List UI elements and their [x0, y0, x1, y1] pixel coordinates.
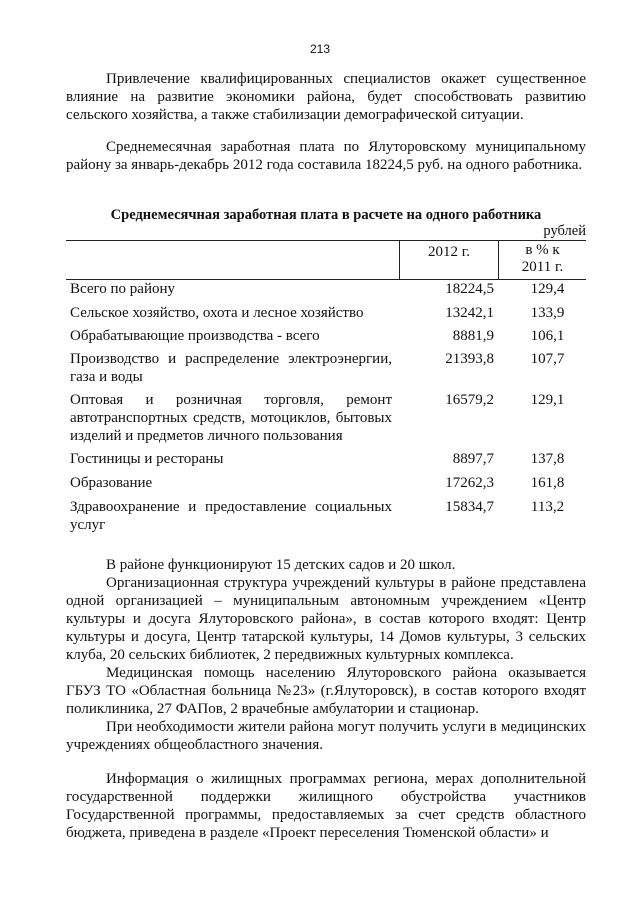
row-value: 13242,1: [445, 305, 494, 321]
table-header: [66, 240, 586, 280]
column-header-year: 2012 г.: [399, 241, 499, 279]
row-name: Гостиницы и рестораны: [70, 451, 224, 467]
row-value: 8897,7: [452, 451, 494, 467]
row-name: Здравоохранение и предоставление социальных услуг: [70, 499, 392, 533]
row-percent: 129,1: [530, 392, 565, 408]
row-percent: 161,8: [530, 475, 565, 491]
row-value: 21393,8: [445, 351, 494, 367]
intro-paragraph-1: Привлечение квалифицированных специалистов окажет существенное влияние на развитие экономики района, будет способствовать развитию сельского хозяйства, а также стабилизации демографической ситуации.: [66, 71, 586, 123]
row-value: 8881,9: [452, 328, 494, 344]
row-value: 18224,5: [445, 281, 494, 297]
body-paragraph-4: При необходимости жители района могут получить услуги в медицинских учреждениях общеобластного значения.: [66, 719, 586, 753]
row-name: Производство и распределение электроэнергии, газа и воды: [70, 351, 392, 385]
row-percent: 133,9: [530, 305, 565, 321]
row-percent: 113,2: [530, 499, 565, 515]
row-percent: 107,7: [530, 351, 565, 367]
column-header-percent-line1: в % к: [525, 242, 560, 258]
row-percent: 129,4: [530, 281, 565, 297]
table-title: Среднемесячная заработная плата в расчете на одного работника: [110, 207, 542, 223]
page-number: 213: [309, 42, 331, 56]
body-paragraph-1: В районе функционируют 15 детских садов и 20 школ.: [106, 557, 456, 573]
row-percent: 137,8: [530, 451, 565, 467]
row-value: 16579,2: [445, 392, 494, 408]
column-header-percent-line2: 2011 г.: [521, 259, 564, 275]
body-paragraph-5: Информация о жилищных программах региона, мерах дополнительной государственной поддержки жилищного обустройства участников Государственной программы, предоставляемых за счет средств областного бюджета, приведена в разделе «Проект переселения Тюменской области» и: [66, 771, 586, 841]
row-name: Всего по району: [70, 281, 176, 297]
row-name: Сельское хозяйство, охота и лесное хозяйство: [70, 305, 364, 321]
body-paragraph-2: Организационная структура учреждений культуры в районе представлена одной организацией – муниципальным автономным учреждением «Центр культуры и досуга Ялуторовского района», в состав которого входят: Центр культуры и досуга, Центр татарской культуры, 14 Домов культуры, 3 сельских клуба, 20 сельских библиотек, 2 передвижных культурных комплекса.: [66, 575, 586, 663]
body-paragraph-3: Медицинская помощь населению Ялуторовского района оказывается ГБУЗ ТО «Областная больница №23» (г.Ялуторовск), в состав которого входят поликлиника, 27 ФАПов, 2 врачебные амбулатории и стационар.: [66, 665, 586, 717]
row-value: 17262,3: [445, 475, 494, 491]
row-value: 15834,7: [445, 499, 494, 515]
table-unit: рублей: [543, 223, 586, 239]
column-header-percent: [499, 241, 586, 279]
intro-paragraph-2: Среднемесячная заработная плата по Ялуторовскому муниципальному району за январь-декабрь 2012 года составила 18224,5 руб. на одного работника.: [66, 139, 586, 173]
row-name: Оптовая и розничная торговля, ремонт автотранспортных средств, мотоциклов, бытовых изделий и предметов личного пользования: [70, 392, 392, 444]
row-name: Образование: [70, 475, 153, 491]
row-name: Обрабатывающие производства - всего: [70, 328, 320, 344]
row-percent: 106,1: [530, 328, 565, 344]
